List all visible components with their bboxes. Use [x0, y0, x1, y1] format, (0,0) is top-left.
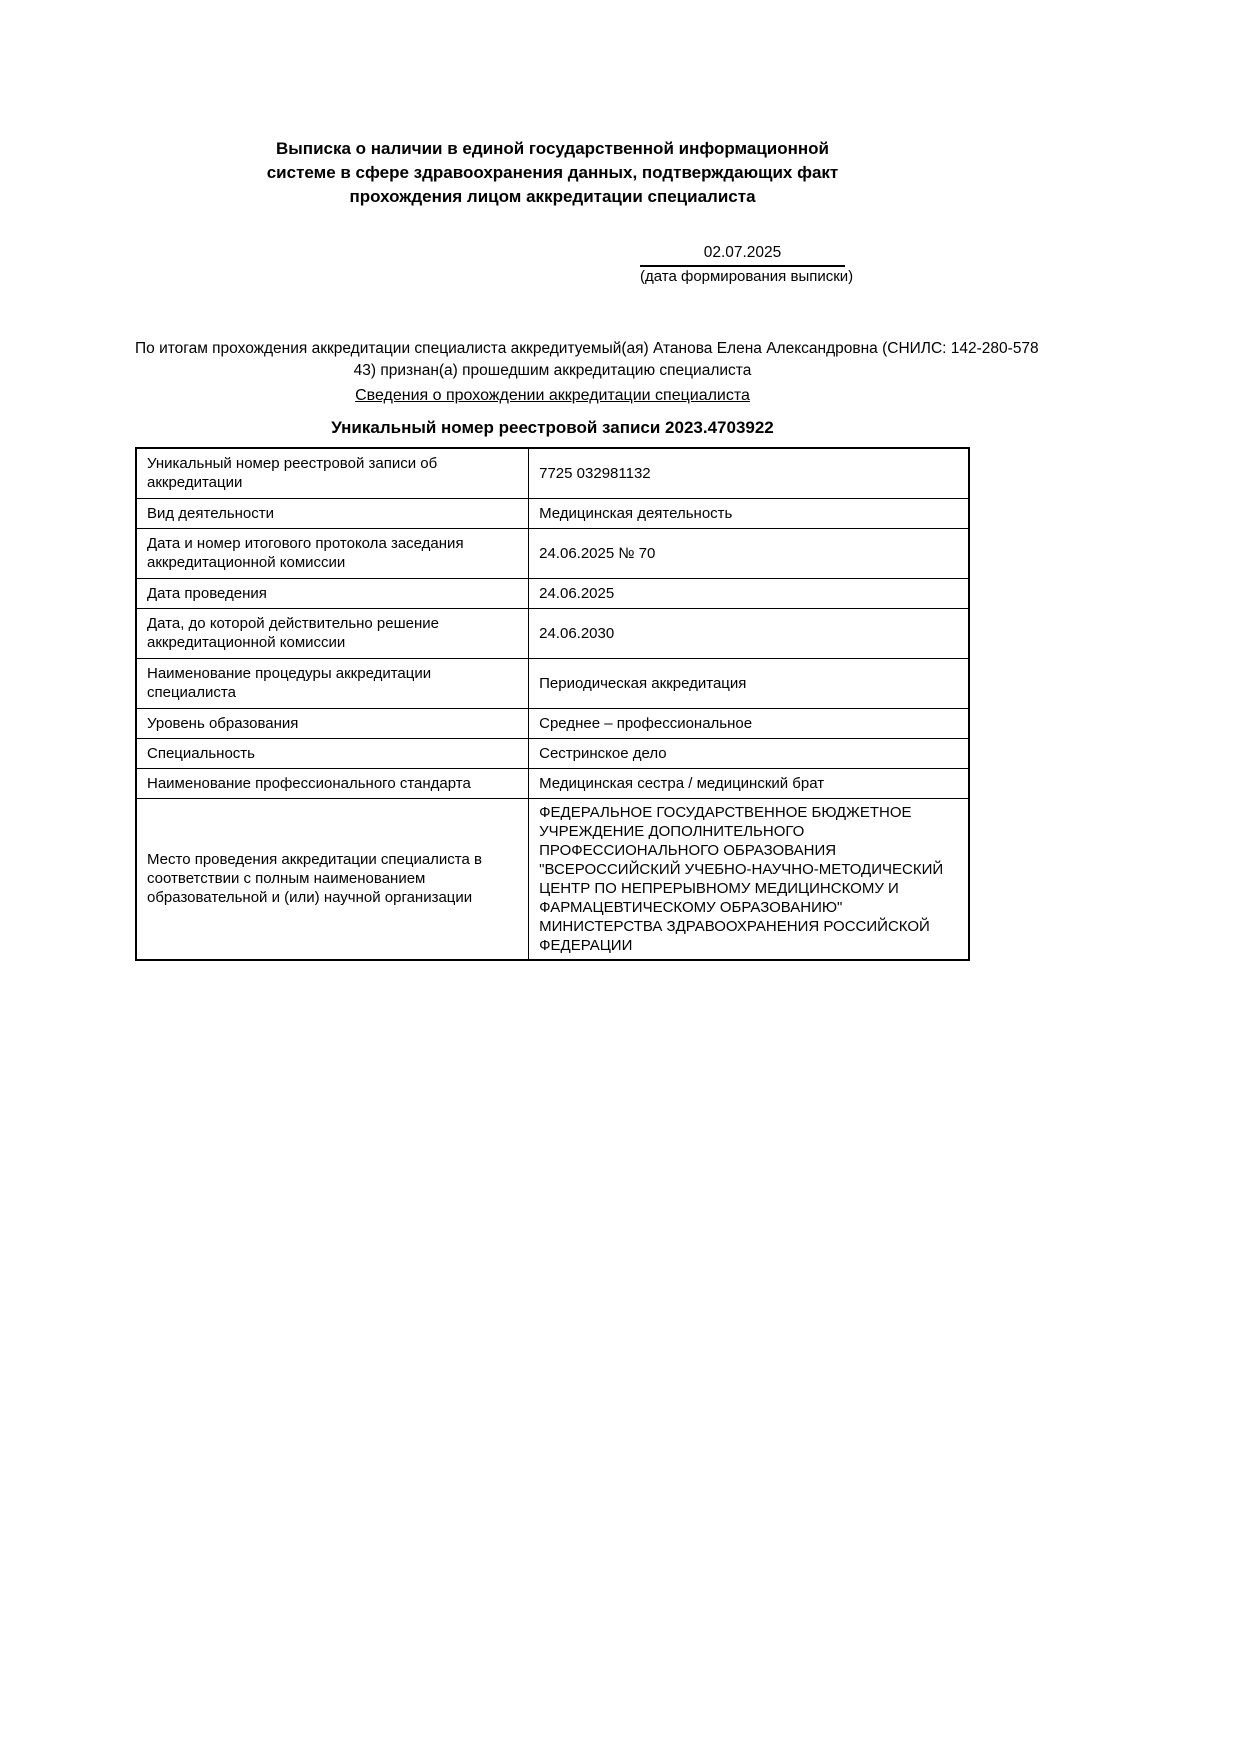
row-label: Место проведения аккредитации специалиста в соответствии с полным наименованием образовательной и (или) научной организации	[136, 798, 529, 960]
intro-paragraph	[135, 338, 1039, 382]
row-value: Сестринское дело	[529, 738, 969, 768]
row-value: Среднее – профессиональное	[529, 708, 969, 738]
row-value: Медицинская сестра / медицинский брат	[529, 768, 969, 798]
table-row	[136, 708, 969, 738]
document-title-line: прохождения лицом аккредитации специалиста	[349, 187, 756, 206]
row-label: Вид деятельности	[136, 498, 529, 528]
table-row	[136, 608, 969, 658]
row-value: 24.06.2025 № 70	[529, 528, 969, 578]
table-row	[136, 768, 969, 798]
document-title-line: системе в сфере здравоохранения данных, подтверждающих факт	[266, 163, 839, 182]
row-label: Дата, до которой действительно решение аккредитационной комиссии	[136, 608, 529, 658]
table-row	[136, 658, 969, 708]
row-label: Специальность	[136, 738, 529, 768]
table-row	[136, 498, 969, 528]
row-value: ФЕДЕРАЛЬНОЕ ГОСУДАРСТВЕННОЕ БЮДЖЕТНОЕ УЧРЕЖДЕНИЕ ДОПОЛНИТЕЛЬНОГО ПРОФЕССИОНАЛЬНОГО ОБРАЗОВАНИЯ "ВСЕРОССИЙСКИЙ УЧЕБНО-НАУЧНО-МЕТОДИЧЕСКИЙ ЦЕНТР ПО НЕПРЕРЫВНОМУ МЕДИЦИНСКОМУ И ФАРМАЦЕВТИЧЕСКОМУ ОБРАЗОВАНИЮ" МИНИСТЕРСТВА ЗДРАВООХРАНЕНИЯ РОССИЙСКОЙ ФЕДЕРАЦИИ	[529, 798, 969, 960]
row-label: Наименование профессионального стандарта	[136, 768, 529, 798]
row-value: Медицинская деятельность	[529, 498, 969, 528]
document-title	[135, 137, 970, 209]
formation-date-caption: (дата формирования выписки)	[640, 268, 854, 285]
row-value: 7725 032981132	[529, 448, 969, 498]
table-row	[136, 528, 969, 578]
table-row	[136, 738, 969, 768]
formation-date-value: 02.07.2025	[640, 243, 845, 267]
document-content	[135, 0, 1039, 961]
table-row	[136, 798, 969, 960]
intro-paragraph-line: 43) признан(а) прошедшим аккредитацию специалиста	[353, 362, 752, 379]
row-label: Наименование процедуры аккредитации специалиста	[136, 658, 529, 708]
row-label: Уровень образования	[136, 708, 529, 738]
accreditation-table	[135, 447, 970, 961]
row-value: Периодическая аккредитация	[529, 658, 969, 708]
section-heading: Сведения о прохождении аккредитации специалиста	[355, 387, 750, 404]
formation-date-block	[640, 243, 854, 286]
row-label: Дата проведения	[136, 578, 529, 608]
row-value: 24.06.2025	[529, 578, 969, 608]
intro-paragraph-line: По итогам прохождения аккредитации специалиста аккредитуемый(ая) Атанова Елена Александровна (СНИЛС: 142-280-578	[135, 340, 1039, 357]
registry-number-heading: Уникальный номер реестровой записи 2023.4703922	[331, 418, 774, 437]
document-title-line: Выписка о наличии в единой государственной информационной	[276, 139, 829, 158]
row-label: Дата и номер итогового протокола заседания аккредитационной комиссии	[136, 528, 529, 578]
row-value: 24.06.2030	[529, 608, 969, 658]
row-label: Уникальный номер реестровой записи об аккредитации	[136, 448, 529, 498]
table-row	[136, 578, 969, 608]
table-row	[136, 448, 969, 498]
